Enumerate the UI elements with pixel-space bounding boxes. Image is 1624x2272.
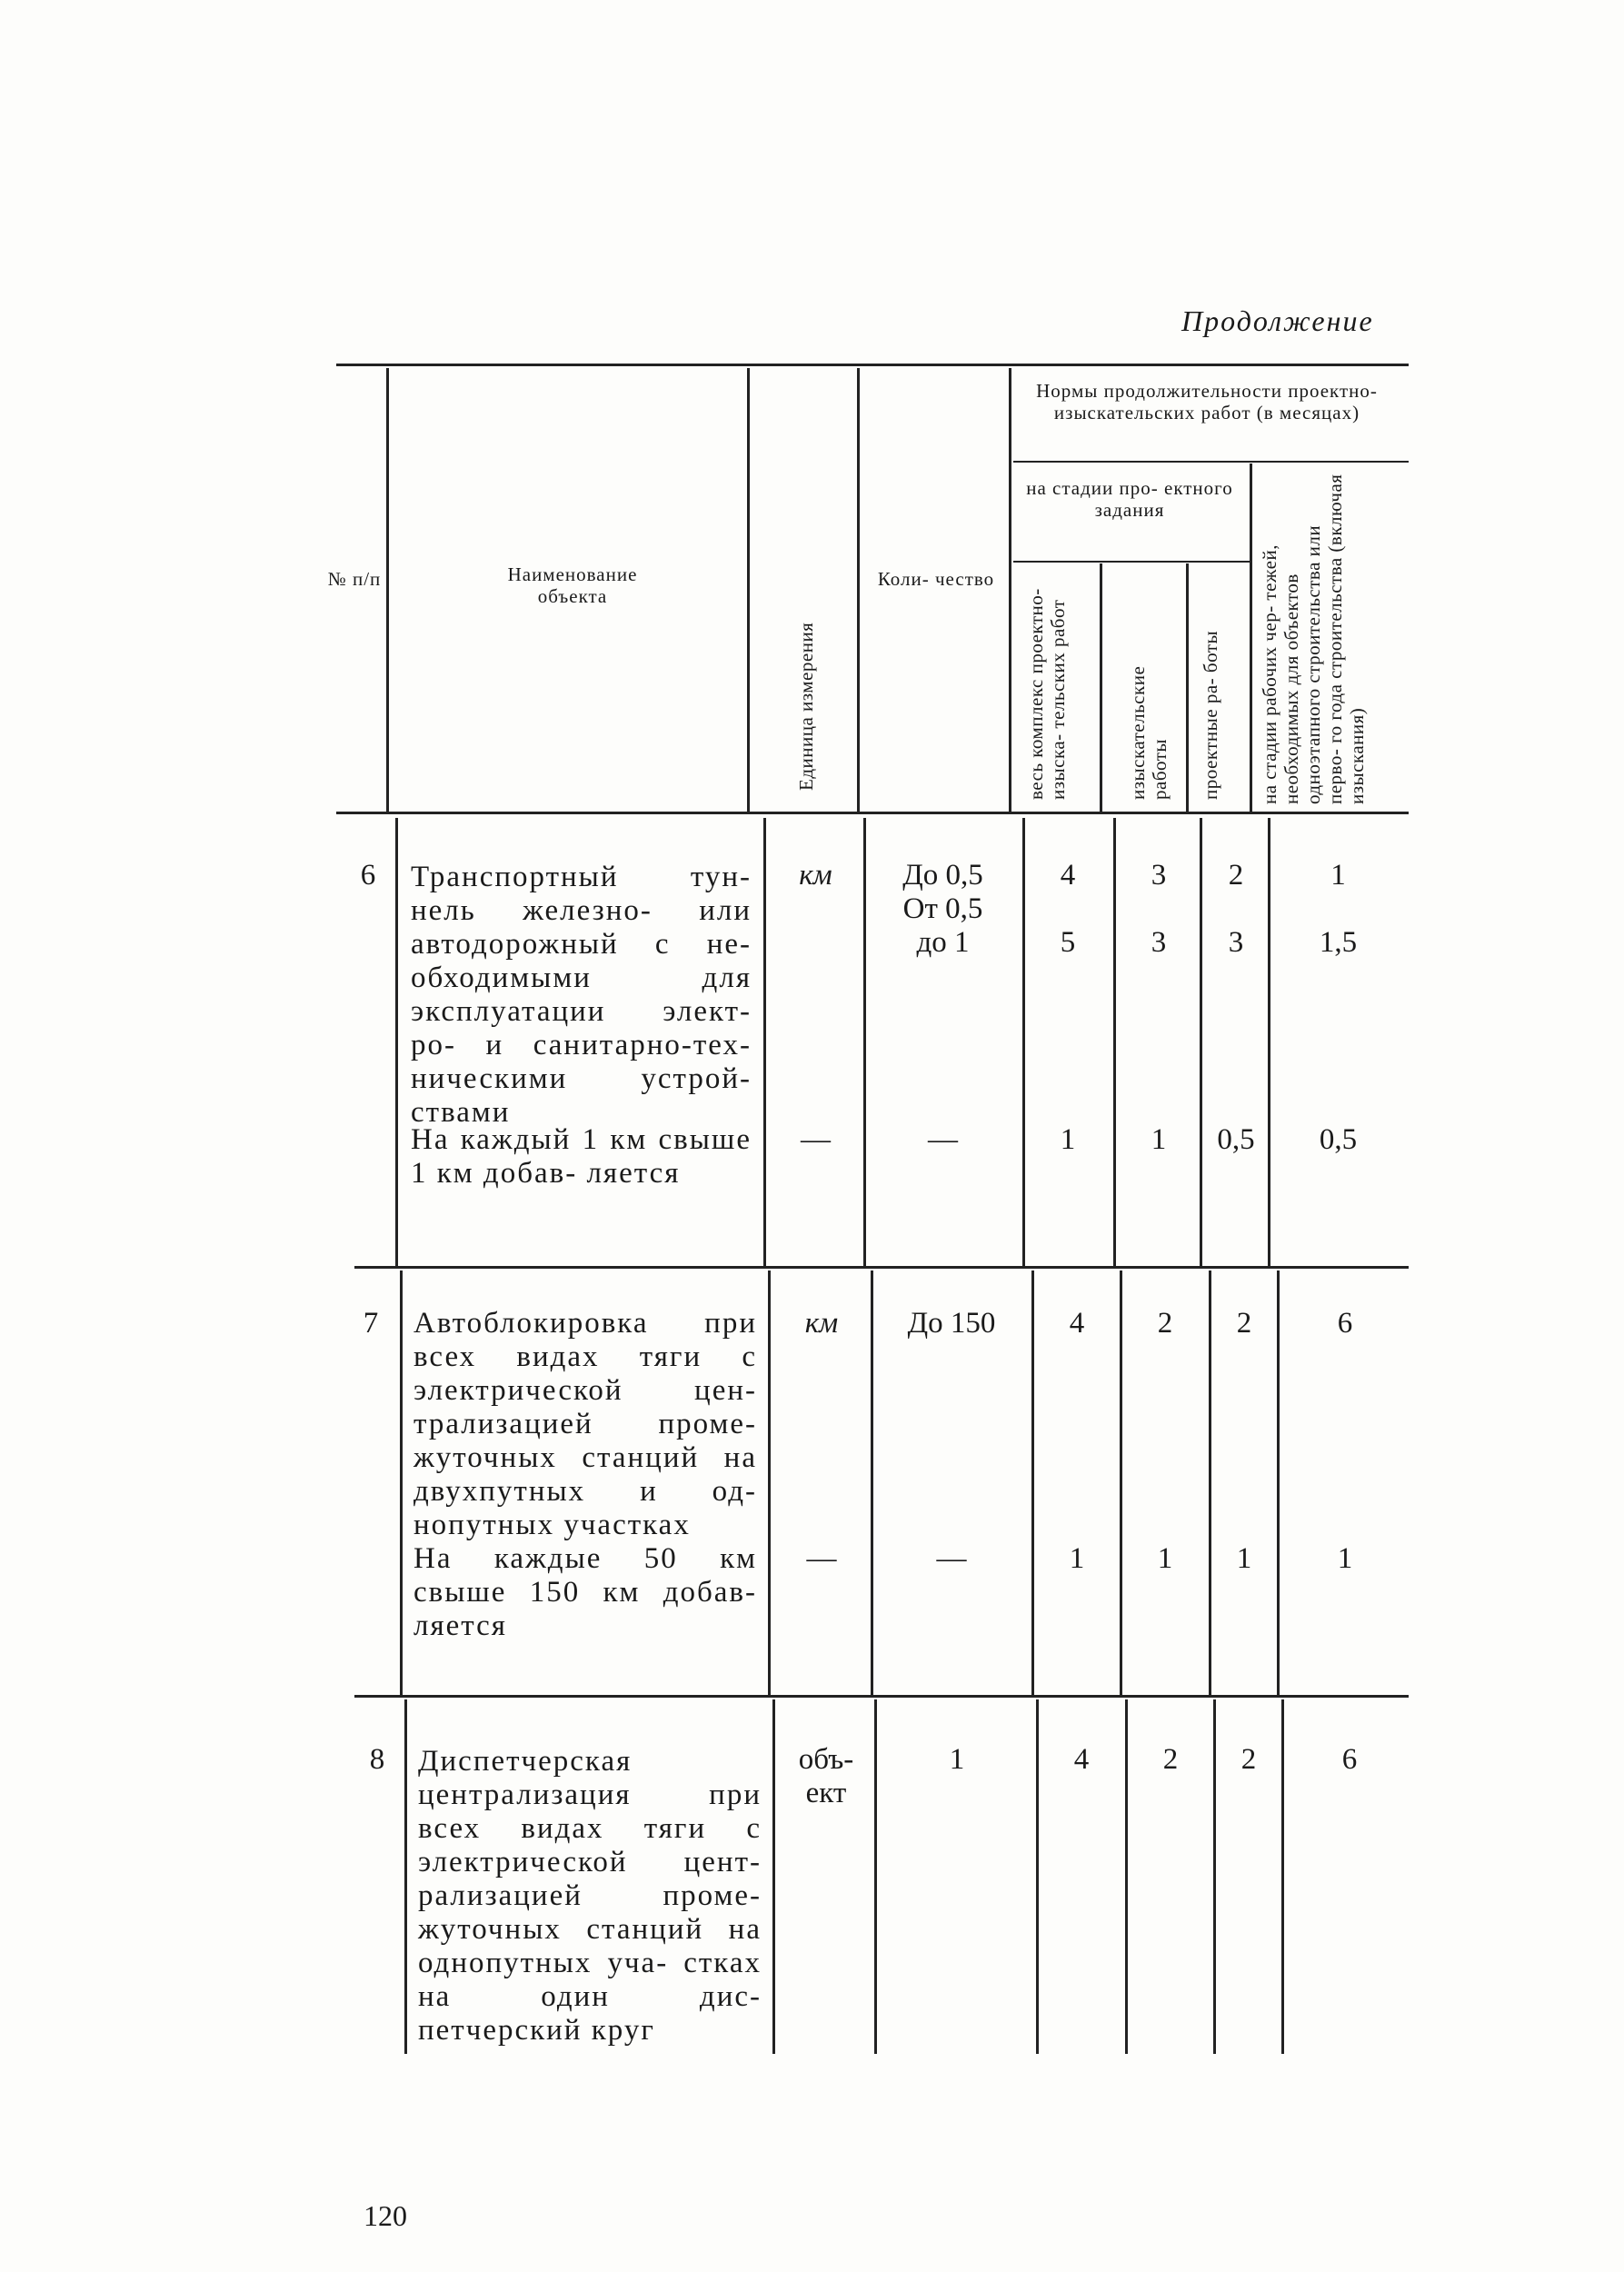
header-working-drawings: на стадии рабочих чер- тежей, необходимых для объектов одноэтапного строительства или перво- го года строительства (включая изыскания) — [1259, 473, 1368, 804]
col-divider — [1113, 818, 1116, 1266]
value-working: 6 — [1341, 1743, 1358, 1776]
value-working: 6 — [1337, 1307, 1353, 1340]
header-survey: изыскательские работы — [1127, 665, 1171, 800]
header-design: проектные ра- боты — [1200, 630, 1221, 800]
addition-name: На каждые 50 км свыше 150 км добав- ляется — [413, 1542, 757, 1642]
col-divider — [747, 368, 750, 813]
addition-unit: — — [801, 1123, 831, 1156]
col-divider — [1009, 368, 1011, 813]
header-bottom-rule — [336, 812, 1409, 814]
addition-name: На каждый 1 км свыше 1 км добав- ляется — [411, 1123, 752, 1190]
header-quantity: Коли- чество — [877, 568, 995, 590]
header-name: Наименование объекта — [507, 563, 638, 607]
value-full: 4 — [1060, 859, 1076, 892]
col-divider — [386, 368, 389, 813]
value-working: 1 — [1330, 859, 1346, 892]
header-number: № п/п — [327, 568, 382, 590]
col-divider — [1268, 818, 1270, 1266]
row-number: 7 — [363, 1307, 379, 1340]
value-design: 2 — [1236, 1307, 1252, 1340]
value-working: 1,5 — [1319, 926, 1358, 959]
col-divider — [857, 368, 860, 813]
object-name: Транспортный тун- нель железно- или автодорожный с не- обходимыми для эксплуатации элект- ро- и санитарно-тех- ническими устрой- ствами — [411, 861, 752, 1129]
header-unit: Единица измерения — [795, 622, 817, 791]
value-design: 1 — [1236, 1542, 1252, 1575]
value-working: 1 — [1337, 1542, 1353, 1575]
object-name: Диспетчерская централизация при всех видах тяги с электрической цент- рализацией проме- жуточных станций на однопутных уча- стках на один дис- петчерский круг — [418, 1745, 762, 2047]
row-separator — [354, 1695, 1409, 1698]
col-divider — [1250, 463, 1252, 813]
row-number: 8 — [369, 1743, 385, 1776]
col-divider — [1213, 1699, 1216, 2054]
col-divider — [863, 818, 866, 1266]
continuation-label: Продолжение — [1181, 304, 1374, 337]
value-full: 1 — [1069, 1542, 1085, 1575]
header-project-stage: на стадии про- ектного задания — [1026, 477, 1233, 521]
table-top-rule — [336, 364, 1409, 366]
unit: объ- ект — [798, 1743, 854, 1809]
object-name: Автоблокировка при всех видах тяги с электрической цен- трализацией проме- жуточных станций на двухпутных и од- нопутных участках — [413, 1307, 757, 1541]
col-divider — [871, 1271, 873, 1695]
col-divider — [1277, 1271, 1280, 1695]
value-survey: 3 — [1151, 859, 1167, 892]
col-divider — [404, 1699, 407, 2054]
col-divider — [1281, 1699, 1284, 2054]
value-survey: 3 — [1151, 926, 1167, 959]
value-design: 3 — [1228, 926, 1244, 959]
unit: км — [799, 859, 832, 892]
header-full-complex: весь комплекс проектно-изыска- тельских работ — [1025, 588, 1069, 800]
norms-divider — [1013, 461, 1409, 463]
col-divider — [874, 1699, 877, 2054]
value-working: 0,5 — [1319, 1123, 1358, 1156]
value-design: 0,5 — [1217, 1123, 1255, 1156]
col-divider — [1031, 1271, 1034, 1695]
stage-divider — [1013, 561, 1250, 563]
value-survey: 1 — [1151, 1123, 1167, 1156]
addition-quantity: — — [928, 1123, 958, 1156]
addition-quantity: — — [936, 1542, 967, 1575]
row-number: 6 — [360, 859, 376, 892]
header-norms: Нормы продолжительности проектно-изыскательских работ (в месяцах) — [1036, 380, 1378, 424]
row-separator — [354, 1266, 1409, 1269]
value-survey: 2 — [1162, 1743, 1179, 1776]
quantity: до 1 — [916, 926, 970, 959]
col-divider — [1022, 818, 1025, 1266]
value-design: 2 — [1240, 1743, 1257, 1776]
addition-unit: — — [806, 1542, 837, 1575]
quantity: До 150 — [907, 1307, 996, 1340]
col-divider — [1100, 563, 1102, 813]
unit: км — [804, 1307, 839, 1340]
value-full: 4 — [1069, 1307, 1085, 1340]
value-survey: 1 — [1157, 1542, 1173, 1575]
value-full: 5 — [1060, 926, 1076, 959]
col-divider — [772, 1699, 775, 2054]
quantity: 1 — [949, 1743, 965, 1776]
value-survey: 2 — [1157, 1307, 1173, 1340]
col-divider — [768, 1271, 771, 1695]
col-divider — [1125, 1699, 1128, 2054]
col-divider — [1120, 1271, 1122, 1695]
col-divider — [395, 818, 398, 1266]
quantity: До 0,5 — [902, 859, 983, 892]
quantity: От 0,5 — [902, 892, 983, 925]
col-divider — [400, 1271, 403, 1695]
col-divider — [1200, 818, 1202, 1266]
col-divider — [1209, 1271, 1211, 1695]
page-number: 120 — [364, 2199, 407, 2232]
value-full: 4 — [1073, 1743, 1090, 1776]
col-divider — [1036, 1699, 1039, 2054]
col-divider — [1186, 563, 1189, 813]
value-full: 1 — [1060, 1123, 1076, 1156]
value-design: 2 — [1228, 859, 1244, 892]
col-divider — [763, 818, 766, 1266]
